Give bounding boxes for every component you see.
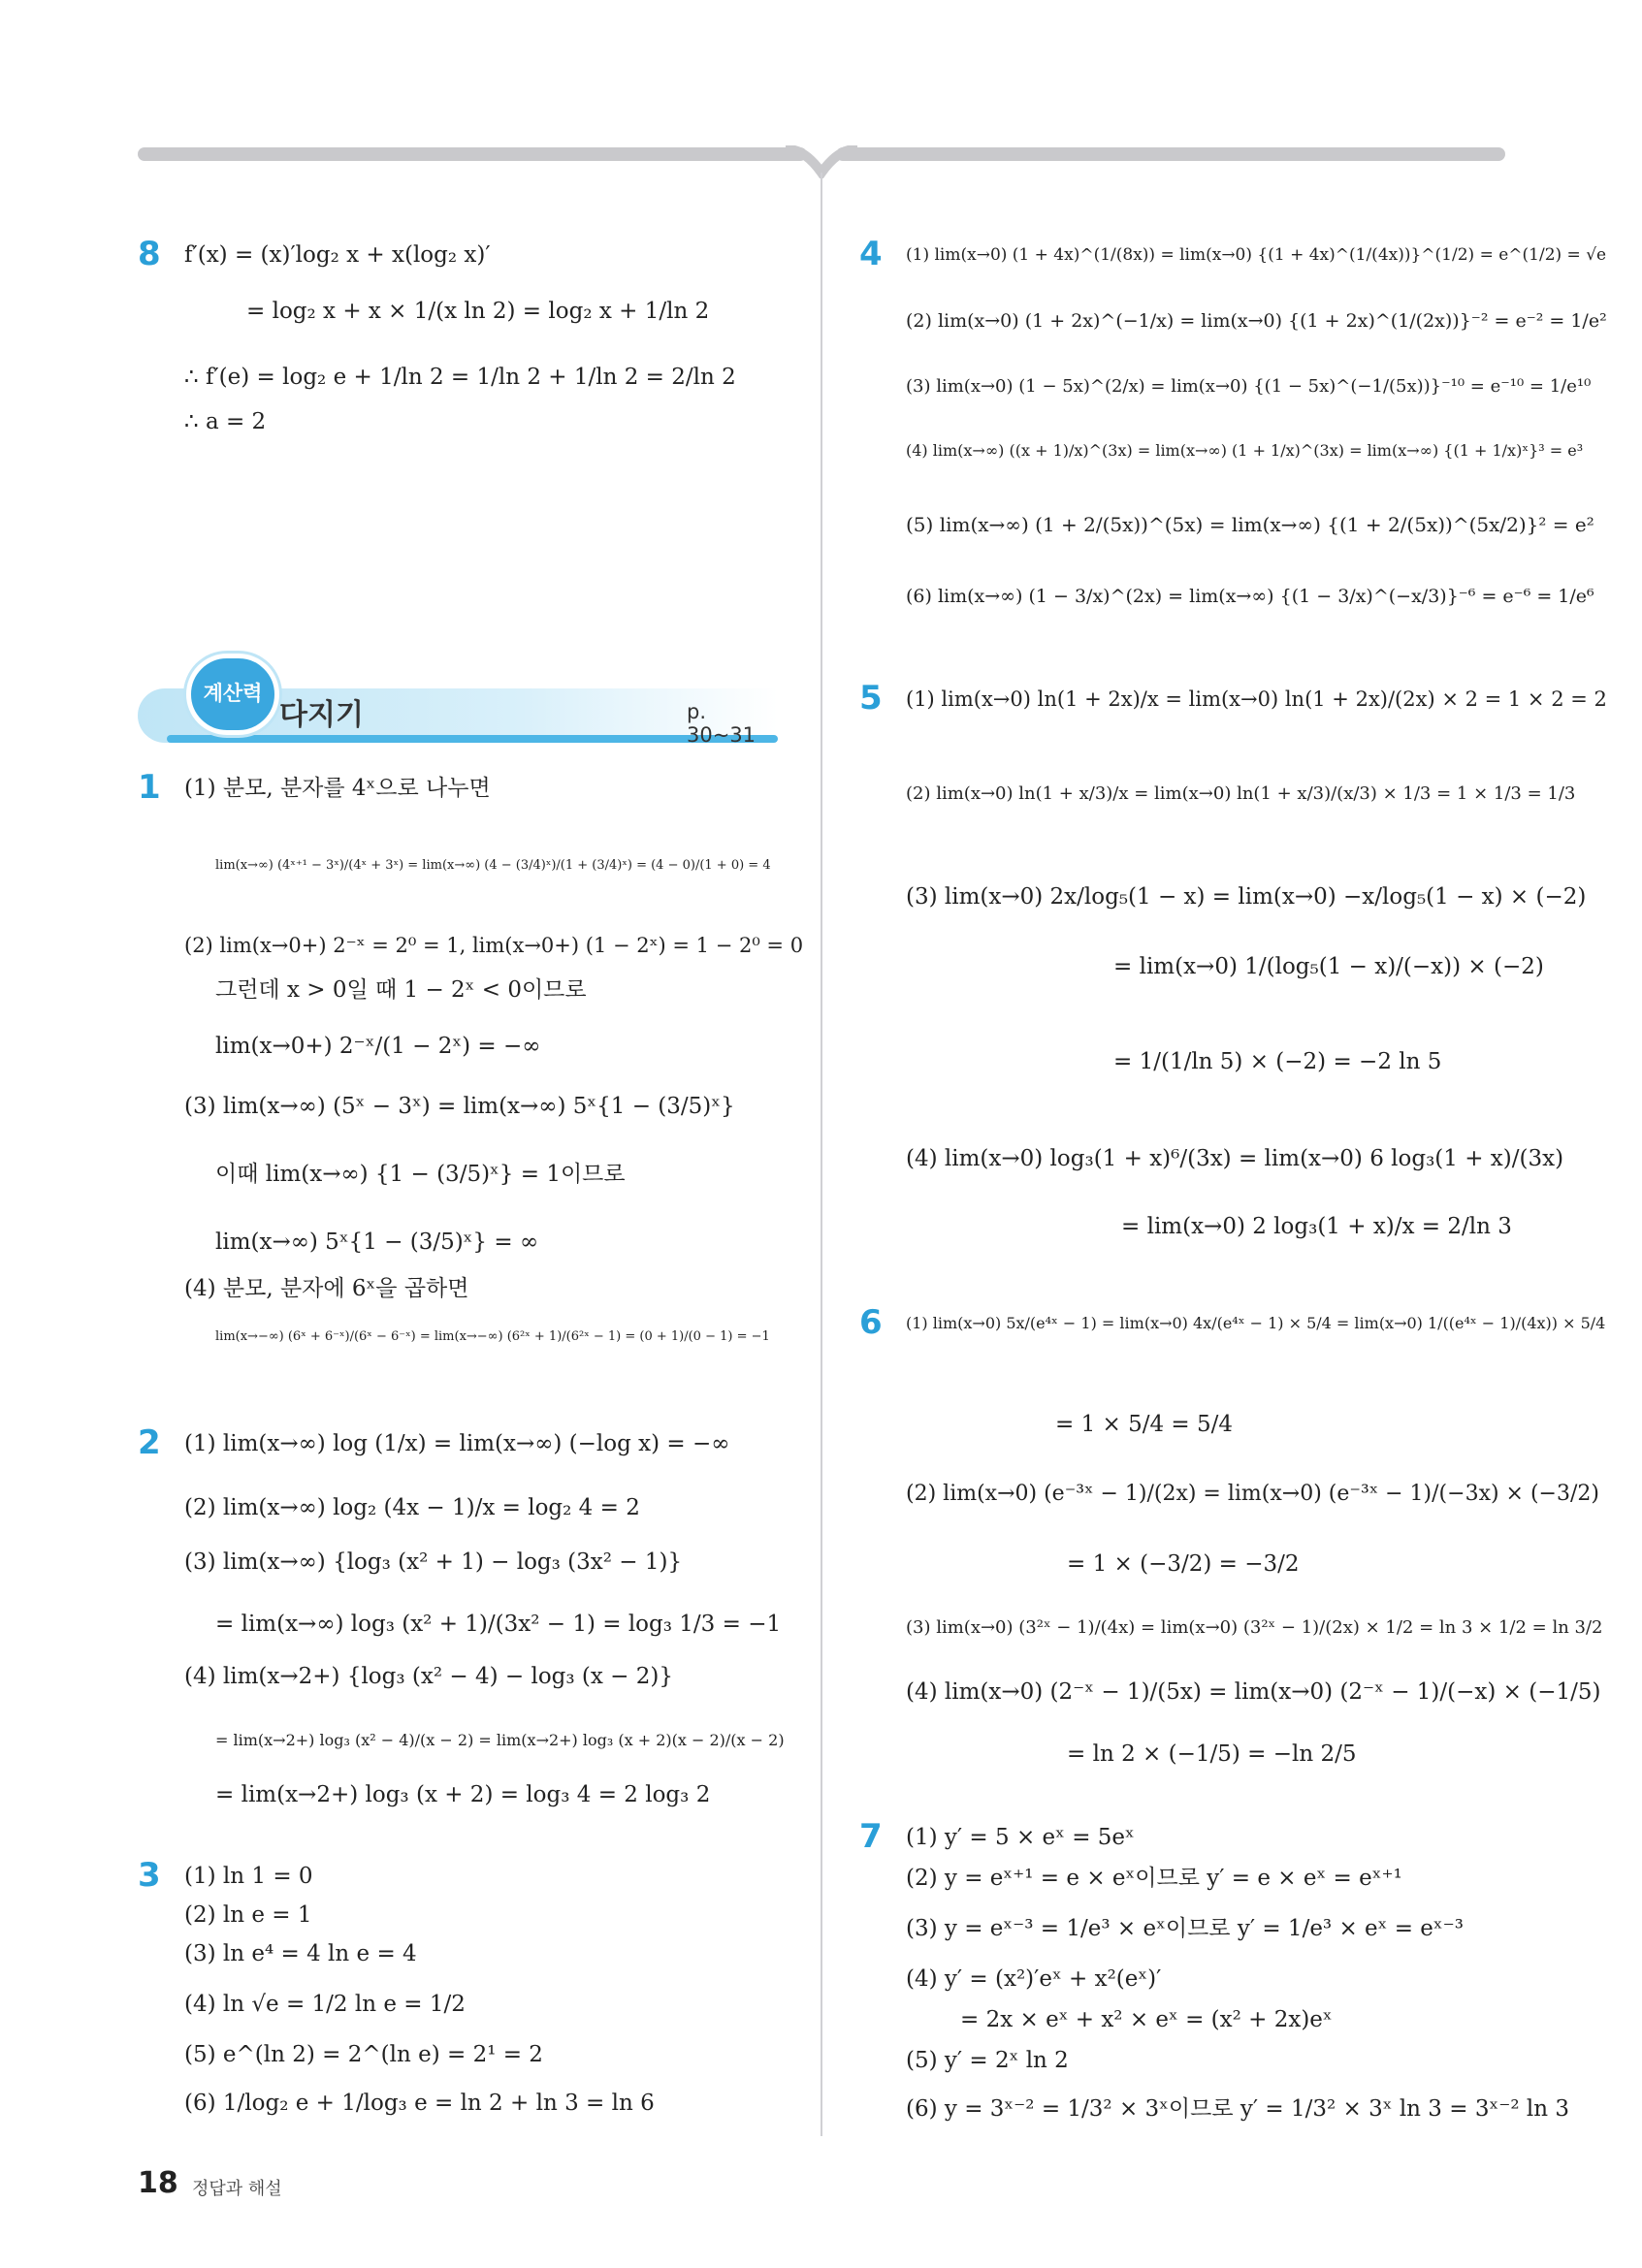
p6-line-2: = 1 × 5/4 = 5/4 bbox=[1055, 1412, 1234, 1437]
p5-line-3: (3) lim(x→0) 2x/log₅(1 − x) = lim(x→0) −x/log₅(1 − x) × (−2) bbox=[906, 884, 1587, 910]
p1-line-3: (2) lim(x→0+) 2⁻ˣ = 2⁰ = 1, lim(x→0+) (1 − 2ˣ) = 1 − 2⁰ = 0 bbox=[184, 934, 804, 957]
header-bar-right bbox=[836, 147, 1505, 161]
p3-line-1: (1) ln 1 = 0 bbox=[184, 1864, 313, 1889]
problem-number-4: 4 bbox=[859, 235, 883, 273]
p8-line-3: ∴ f′(e) = log₂ e + 1/ln 2 = 1/ln 2 + 1/ln 2 = 2/ln 2 bbox=[184, 365, 736, 390]
p3-line-2: (2) ln e = 1 bbox=[184, 1902, 312, 1928]
p6-line-7: = ln 2 × (−1/5) = −ln 2/5 bbox=[1067, 1741, 1357, 1767]
p7-line-7: (6) y = 3ˣ⁻² = 1/3² × 3ˣ이므로 y′ = 1/3² × 3ˣ ln 3 = 3ˣ⁻² ln 3 bbox=[906, 2096, 1569, 2122]
p4-line-2: (2) lim(x→0) (1 + 2x)^(−1/x) = lim(x→0) {(1 + 2x)^(1/(2x))}⁻² = e⁻² = 1/e² bbox=[906, 310, 1607, 332]
section-banner bbox=[138, 654, 778, 747]
p5-line-6: (4) lim(x→0) log₃(1 + x)⁶/(3x) = lim(x→0) 6 log₃(1 + x)/(3x) bbox=[906, 1146, 1564, 1171]
problem-number-3: 3 bbox=[138, 1856, 161, 1895]
p2-line-6: = lim(x→2+) log₃ (x² − 4)/(x − 2) = lim(x→2+) log₃ (x + 2)(x − 2)/(x − 2) bbox=[215, 1731, 785, 1749]
p1-line-2: lim(x→∞) (4ˣ⁺¹ − 3ˣ)/(4ˣ + 3ˣ) = lim(x→∞) (4 − (3/4)ˣ)/(1 + (3/4)ˣ) = (4 − 0)/(1 + 0) = 4 bbox=[215, 858, 771, 873]
p4-line-3: (3) lim(x→0) (1 − 5x)^(2/x) = lim(x→0) {(1 − 5x)^(−1/(5x))}⁻¹⁰ = e⁻¹⁰ = 1/e¹⁰ bbox=[906, 376, 1592, 397]
p2-line-7: = lim(x→2+) log₃ (x + 2) = log₃ 4 = 2 log₃ 2 bbox=[215, 1782, 711, 1807]
p6-line-5: (3) lim(x→0) (3²ˣ − 1)/(4x) = lim(x→0) (3²ˣ − 1)/(2x) × 1/2 = ln 3 × 1/2 = ln 3/2 bbox=[906, 1617, 1603, 1638]
header-bar-left bbox=[138, 147, 807, 161]
p7-line-2: (2) y = eˣ⁺¹ = e × eˣ이므로 y′ = e × eˣ = eˣ⁺¹ bbox=[906, 1866, 1402, 1891]
p3-line-6: (6) 1/log₂ e + 1/log₃ e = ln 2 + ln 3 = ln 6 bbox=[184, 2091, 655, 2116]
problem-number-5: 5 bbox=[859, 679, 883, 718]
banner-title: 다지기 bbox=[279, 698, 364, 732]
p8-line-2: = log₂ x + x × 1/(x ln 2) = log₂ x + 1/ln 2 bbox=[246, 299, 710, 324]
p1-line-7: 이때 lim(x→∞) {1 − (3/5)ˣ} = 1이므로 bbox=[215, 1162, 626, 1187]
p1-line-6: (3) lim(x→∞) (5ˣ − 3ˣ) = lim(x→∞) 5ˣ{1 − (3/5)ˣ} bbox=[184, 1094, 735, 1119]
problem-number-2: 2 bbox=[138, 1423, 161, 1462]
p4-line-6: (6) lim(x→∞) (1 − 3/x)^(2x) = lim(x→∞) {(1 − 3/x)^(−x/3)}⁻⁶ = e⁻⁶ = 1/e⁶ bbox=[906, 586, 1594, 607]
p4-line-1: (1) lim(x→0) (1 + 4x)^(1/(8x)) = lim(x→0) {(1 + 4x)^(1/(4x))}^(1/2) = e^(1/2) = √e bbox=[906, 245, 1607, 265]
p4-line-4: (4) lim(x→∞) ((x + 1)/x)^(3x) = lim(x→∞) (1 + 1/x)^(3x) = lim(x→∞) {(1 + 1/x)ˣ}³ = e³ bbox=[906, 441, 1584, 460]
p5-line-2: (2) lim(x→0) ln(1 + x/3)/x = lim(x→0) ln(1 + x/3)/(x/3) × 1/3 = 1 × 1/3 = 1/3 bbox=[906, 783, 1576, 804]
p2-line-3: (3) lim(x→∞) {log₃ (x² + 1) − log₃ (3x² − 1)} bbox=[184, 1549, 683, 1575]
p7-line-6: (5) y′ = 2ˣ ln 2 bbox=[906, 2048, 1069, 2073]
page-number: 18 bbox=[138, 2166, 178, 2200]
footer-label: 정답과 해설 bbox=[192, 2179, 282, 2199]
p1-line-1: (1) 분모, 분자를 4ˣ으로 나누면 bbox=[184, 776, 491, 801]
problem-number-7: 7 bbox=[859, 1817, 883, 1856]
p2-line-5: (4) lim(x→2+) {log₃ (x² − 4) − log₃ (x − 2)} bbox=[184, 1664, 674, 1689]
p2-line-2: (2) lim(x→∞) log₂ (4x − 1)/x = log₂ 4 = 2 bbox=[184, 1495, 640, 1520]
p2-line-1: (1) lim(x→∞) log (1/x) = lim(x→∞) (−log x) = −∞ bbox=[184, 1431, 730, 1456]
p7-line-3: (3) y = eˣ⁻³ = 1/e³ × eˣ이므로 y′ = 1/e³ × eˣ = eˣ⁻³ bbox=[906, 1916, 1465, 1941]
banner-badge-text: 계산력 bbox=[203, 682, 263, 705]
p6-line-6: (4) lim(x→0) (2⁻ˣ − 1)/(5x) = lim(x→0) (2⁻ˣ − 1)/(−x) × (−1/5) bbox=[906, 1679, 1601, 1705]
problem-number-8: 8 bbox=[138, 235, 161, 273]
banner-badge bbox=[186, 654, 279, 735]
problem-number-1: 1 bbox=[138, 768, 161, 807]
column-divider bbox=[821, 173, 822, 2136]
p8-line-4: ∴ a = 2 bbox=[184, 409, 267, 434]
p5-line-1: (1) lim(x→0) ln(1 + 2x)/x = lim(x→0) ln(1 + 2x)/(2x) × 2 = 1 × 2 = 2 bbox=[906, 687, 1607, 711]
p7-line-1: (1) y′ = 5 × eˣ = 5eˣ bbox=[906, 1825, 1135, 1850]
p4-line-5: (5) lim(x→∞) (1 + 2/(5x))^(5x) = lim(x→∞) {(1 + 2/(5x))^(5x/2)}² = e² bbox=[906, 513, 1594, 536]
banner-pages: p. 30~31 bbox=[687, 700, 757, 747]
p6-line-3: (2) lim(x→0) (e⁻³ˣ − 1)/(2x) = lim(x→0) (e⁻³ˣ − 1)/(−3x) × (−3/2) bbox=[906, 1482, 1599, 1506]
p1-line-5: lim(x→0+) 2⁻ˣ/(1 − 2ˣ) = −∞ bbox=[215, 1034, 541, 1059]
p8-line-1: f′(x) = (x)′log₂ x + x(log₂ x)′ bbox=[184, 242, 491, 268]
p2-line-4: = lim(x→∞) log₃ (x² + 1)/(3x² − 1) = log₃ 1/3 = −1 bbox=[215, 1612, 782, 1637]
p1-line-8: lim(x→∞) 5ˣ{1 − (3/5)ˣ} = ∞ bbox=[215, 1230, 539, 1255]
p5-line-5: = 1/(1/ln 5) × (−2) = −2 ln 5 bbox=[1113, 1049, 1442, 1074]
p3-line-4: (4) ln √e = 1/2 ln e = 1/2 bbox=[184, 1992, 466, 2017]
p3-line-5: (5) e^(ln 2) = 2^(ln e) = 2¹ = 2 bbox=[184, 2042, 543, 2067]
p5-line-7: = lim(x→0) 2 log₃(1 + x)/x = 2/ln 3 bbox=[1121, 1214, 1512, 1239]
p7-line-5: = 2x × eˣ + x² × eˣ = (x² + 2x)eˣ bbox=[960, 2007, 1333, 2032]
p1-line-9: (4) 분모, 분자에 6ˣ을 곱하면 bbox=[184, 1276, 469, 1301]
p1-line-10: lim(x→−∞) (6ˣ + 6⁻ˣ)/(6ˣ − 6⁻ˣ) = lim(x→−∞) (6²ˣ + 1)/(6²ˣ − 1) = (0 + 1)/(0 − 1) = −1 bbox=[215, 1329, 770, 1344]
p3-line-3: (3) ln e⁴ = 4 ln e = 4 bbox=[184, 1941, 417, 1966]
problem-number-6: 6 bbox=[859, 1303, 883, 1342]
p6-line-1: (1) lim(x→0) 5x/(e⁴ˣ − 1) = lim(x→0) 4x/(e⁴ˣ − 1) × 5/4 = lim(x→0) 1/((e⁴ˣ − 1)/(4x)) × 5/4 bbox=[906, 1314, 1606, 1332]
p6-line-4: = 1 × (−3/2) = −3/2 bbox=[1067, 1551, 1300, 1577]
p7-line-4: (4) y′ = (x²)′eˣ + x²(eˣ)′ bbox=[906, 1966, 1162, 1992]
p1-line-4: 그런데 x > 0일 때 1 − 2ˣ < 0이므로 bbox=[215, 977, 587, 1003]
p5-line-4: = lim(x→0) 1/(log₅(1 − x)/(−x)) × (−2) bbox=[1113, 954, 1544, 979]
